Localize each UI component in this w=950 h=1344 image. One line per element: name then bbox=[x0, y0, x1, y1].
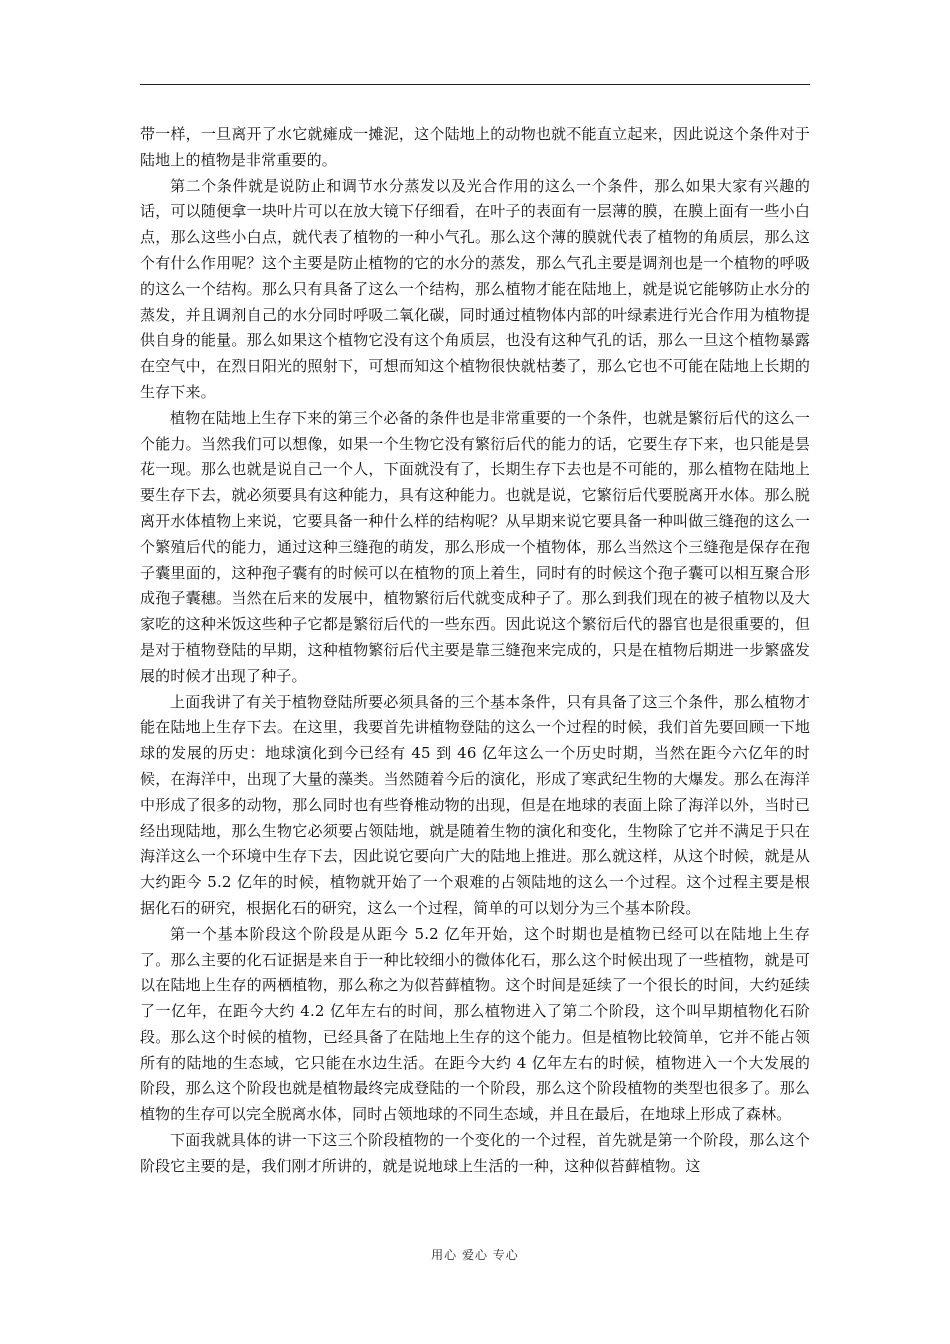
paragraph-second-condition: 第二个条件就是说防止和调节水分蒸发以及光合作用的这么一个条件，那么如果大家有兴趣的话，可以随便拿一块叶片可以在放大镜下仔细看，在叶子的表面有一层薄的膜，在膜上面有一些小白点，那么这些小白点，就代表了植物的一种小气孔。那么这个薄的膜就代表了植物的角质层，那么这个有什么作用呢？这个主要是防止植物的它的水分的蒸发，那么气孔主要是调剂也是一个植物的呼吸的这么一个结构。那么只有具备了这么一个结构，那么植物才能在陆地上，就是说它能够防止水分的蒸发，并且调剂自己的水分同时呼吸二氧化碳，同时通过植物体内部的叶绿素进行光合作用为植物提供自身的能量。那么如果这个植物它没有这个角质层，也没有这种气孔的话，那么一旦这个植物暴露在空气中，在烈日阳光的照射下，可想而知这个植物很快就枯萎了，那么它也不可能在陆地上长期的生存下来。 bbox=[140, 176, 810, 401]
paragraph-continued: 带一样，一旦离开了水它就瘫成一摊泥，这个陆地上的动物也就不能直立起来，因此说这个条件对于陆地上的植物是非常重要的。 bbox=[140, 125, 810, 169]
header-rule bbox=[140, 84, 810, 85]
document-body bbox=[140, 122, 810, 1180]
paragraph-detail-intro: 下面我就具体的讲一下这三个阶段植物的一个变化的一个过程，首先就是第一个阶段，那么这个阶段它主要的是，我们刚才所讲的，就是说地球上生活的一种，这种似苔藓植物。这 bbox=[140, 1131, 810, 1175]
page-footer: 用心 爱心 专心 bbox=[431, 1248, 519, 1262]
paragraph-third-condition: 植物在陆地上生存下来的第三个必备的条件也是非常重要的一个条件，也就是繁衍后代的这么一个能力。当然我们可以想像，如果一个生物它没有繁衍后代的能力的话，它要生存下来，也只能是昙花一现。那么也就是说自己一个人，下面就没有了，长期生存下去也是不可能的，那么植物在陆地上要生存下去，就必须要具有这种能力，具有这种能力。也就是说，它繁衍后代要脱离开水体。那么脱离开水体植物上来说，它要具备一种什么样的结构呢？从早期来说它要具备一种叫做三缝孢的这么一个繁殖后代的能力，通过这种三缝孢的萌发，那么形成一个植物体，那么当然这个三缝孢是保存在孢子囊里面的，这种孢子囊有的时候可以在植物的顶上着生，同时有的时候这个孢子囊可以相互聚合形成孢子囊穗。当然在后来的发展中，植物繁衍后代就变成种子了。那么到我们现在的被子植物以及大家吃的这种米饭这些种子它都是繁衍后代的一些东西。因此说这个繁衍后代的器官也是很重要的，但是对于植物登陆的早期，这种植物繁衍后代主要是靠三缝孢来完成的，只是在植物后期进一步繁盛发展的时候才出现了种子。 bbox=[140, 408, 810, 685]
paragraph-landing-history: 上面我讲了有关于植物登陆所要必须具备的三个基本条件，只有具备了这三个条件，那么植物才能在陆地上生存下去。在这里，我要首先讲植物登陆的这么一个过程的时候，我们首先要回顾一下地球的发展的历史：地球演化到今已经有 45 到 46 亿年这么一个历史时期，当然在距今六亿年的时候，在海洋中，出现了大量的藻类。当然随着今后的演化，形成了寒武纪生物的大爆发。那么在海洋中形成了很多的动物，那么同时也有些脊椎动物的出现，但是在地球的表面上除了海洋以外，当时已经出现陆地，那么生物它必须要占领陆地，就是随着生物的演化和变化，生物除了它并不满足于只在海洋这么一个环境中生存下去，因此说它要向广大的陆地上推进。那么就这样，从这个时候，就是从大约距今 5.2 亿年的时候，植物就开始了一个艰难的占领陆地的这么一个过程。这个过程主要是根据化石的研究，根据化石的研究，这么一个过程，简单的可以划分为三个基本阶段。 bbox=[140, 692, 810, 917]
paragraph-first-stage: 第一个基本阶段这个阶段是从距今 5.2 亿年开始，这个时期也是植物已经可以在陆地上生存了。那么主要的化石证据是来自于一种比较细小的微体化石，那么这个时候出现了一些植物，就是可以在陆地上生存的两栖植物，那么称之为似苔藓植物。这个时间是延续了一个很长的时间，大约延续了一亿年，在距今大约 4.2 亿年左右的时间，那么植物进入了第二个阶段，这个叫早期植物化石阶段。那么这个时候的植物，已经具备了在陆地上生存的这个能力。但是植物比较简单，它并不能占领所有的陆地的生态域，它只能在水边生活。在距今大约 4 亿年左右的时候，植物进入一个大发展的阶段，那么这个阶段也就是植物最终完成登陆的一个阶段，那么这个阶段植物的类型也很多了。那么植物的生存可以完全脱离水体，同时占领地球的不同生态域，并且在最后，在地球上形成了森林。 bbox=[140, 924, 810, 1124]
